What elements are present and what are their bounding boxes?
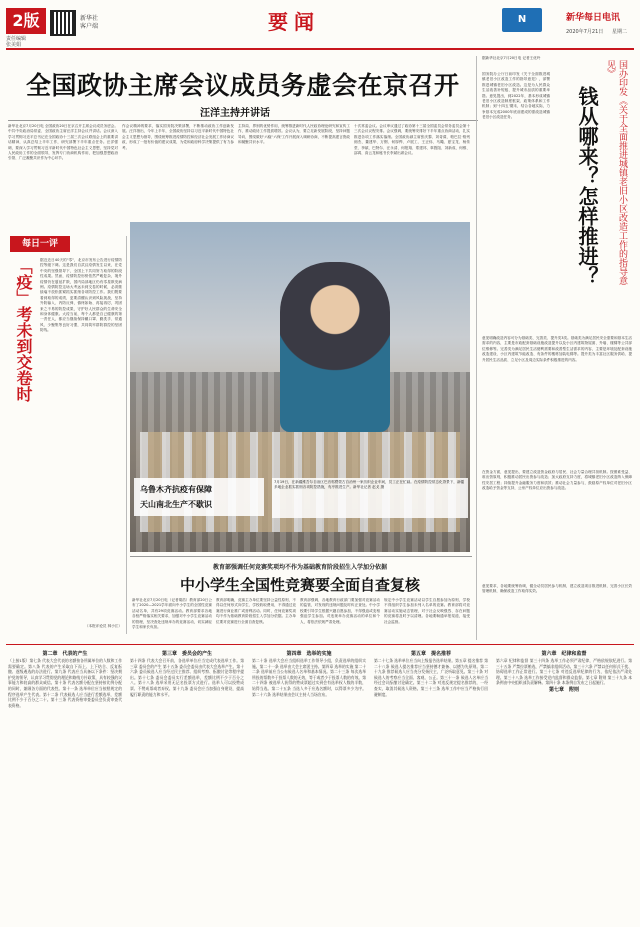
photo-caption: 7月19日，在新疆维吾尔自治区巴音郭楞蒙古自治州一家纺织企业车间，员工正在忙碌。在疫情防控常态化背景下，新疆多地企业抓实抓细各项防控措施，有序推进生产。新华社记者 赵戈 摄: [272, 478, 468, 518]
education-body-col1: 新华社北京7月20日电（记者胡浩）教育部20日公布了2020—2021学年面向中小学生的全国性竞赛活动名单，共有29项竞赛活动。教育部要求各地各校严格落实相关要求，加强对中小学生竞赛活动的管理，坚决查处违规举办的竞赛活动，切实减轻学生和家长负担。: [132, 598, 212, 630]
paper-name: 新华每日电讯: [566, 13, 621, 23]
page-number-badge: 2版: [6, 8, 46, 34]
regulation-col3: [252, 650, 366, 922]
education-kicker: 教育部强调任何竞赛奖项均不作为基础教育阶段招生入学加分依据: [212, 564, 387, 571]
commentary-divider: [126, 236, 127, 634]
regulation-col2-text: 第十四条 代表大会召开前，各选举单位应当完成代表选举工作。第三章 委员会的产生 第十五条 委员会委员由代表大会选举产生。第十六条 委员候选人应当经过民主推荐、组织考察、酝酿讨论等程序提出。第十七条 委员会委员实行差额选举，差额比例不少于百分之八。第十八条 选举采用无记名投票方式进行。选举人可以投赞成票、不赞成票或者弃权。第十九条 委员会应当加强自身建设，提高履行职责的能力和水平。: [130, 658, 244, 697]
qr-code-icon: [50, 10, 76, 36]
sidebar-divider: [476, 56, 477, 640]
commentary-badge: 每日一评: [10, 236, 70, 252]
regulation-col3-text: 第二十条 选举大会应当组织选举工作领导小组，负责选举的组织实施。第二十一条 选举由大会主席团主持。第四章 选举的实施 第二十二条 选举前应当公布候选人名单和基本情况。第二十三条 每次选举所投的票数多于投票人数的无效，等于或者少于投票人数的有效。第二十四条 被选举人获得的赞成票超过实到会有选举权人数的半数，始得当选。第二十五条 当选人多于应选名额时，以得票多少为序。第二十六条 选举结果由会议主持人当场宣布。: [252, 658, 366, 697]
issue-weekday: 星期二: [612, 29, 628, 35]
sidebar-headline: 钱从哪来？怎样推进？: [575, 86, 599, 286]
commentary-title: 「疫」考未到交卷时: [14, 258, 33, 402]
lead-body-col1: 新华社北京7月20日电 全国政协20日在京召开主席会议成员务虚会。中共中央政治局常委、全国政协主席汪洋主持会议并讲话。会议深入学习贯彻习近平总书记在全国政协十三届三次会议联组会上的重要讲话精神，认真总结上半年工作，研究部署下半年重点任务。汪洋强调，要深入学习贯彻习近平新时代中国特色社会主义思想，坚持党对人民政协工作的全面领导，发挥专门协商机构作用，把加强思想政治引领、广泛凝聚共识作为中心环节。: [8, 124, 118, 161]
app-subname: 客户端: [80, 23, 99, 30]
regulation-col1-text: （上接1版）第七条 代表大会代表的名额按各所属单位的人数和工作需要确定。第八条 代表的产生采取自下而上、上下结合、反复酝酿、逐级遴选的办法进行。第九条 代表应当具备以下条件：坚决拥护党的领导，认真学习贯彻党的理论和路线方针政策，具有较强的议事能力和较高的群众威信。第十条 代表名额分配在坚持按比例分配的同时，兼顾各方面的代表性。第十一条 选举单位应当按照规定的程序选举产生代表。第十二条 代表候选人应当进行差额选举，差额比例不少于百分之二十。第十三条 代表资格审查委员会负责审查代表资格。: [8, 658, 122, 708]
education-headline: 中小学生全国性竞赛要全面自查复核: [179, 576, 420, 594]
education-body-col4: 规定中小学生竞赛活动以学生自愿参加为原则，学校不得组织学生参加未列入名单的竞赛。教育部将对竞赛活动实施动态管理，对于社会反映强烈、存在问题的竞赛将及时予以清理。各地要畅通举报渠道，接受社会监督。: [384, 598, 470, 624]
masthead-rule: [6, 48, 634, 50]
photo-label-line2: 天山南北生产不歇识: [140, 500, 212, 509]
photo-worker: [280, 262, 390, 432]
chapter5-heading: 第五章 提名推荐: [410, 651, 451, 657]
regulation-col5: [496, 650, 632, 922]
photo-label-line1: 乌鲁木齐抗疫有保障: [140, 485, 212, 494]
lead-subhead: 汪洋主持并讲话: [200, 108, 270, 119]
bottom-section-rule: [6, 644, 634, 645]
chapter3-heading: 第三章 委员会的产生: [161, 651, 212, 657]
lead-body-col4: 十次常委会议。会议审议通过了政协第十三届全国委员会常务委员会第十三次会议议程安排。会议强调，要统筹安排好下半年重点协商活动，扎实推进各项工作落实落细。全国政协副主席张庆黎、刘奇葆、帕巴拉·格列朗杰、董建华、万钢、何厚铧、卢展工、王正伟、马飚、夏宝龙、杨传堂、李斌、巴特尔、汪永清、何报翔、郑建邦、辜胜阻、刘新成、何维、邵鸿、高云龙和秘书长李斌出席会议。: [354, 124, 470, 156]
regulation-col4-text: 第二十七条 选举单位应当向上级报告选举结果。第五章 提名推荐 第二十八条 候选人提名推荐应当坚持德才兼备、以德为先原则。第二十九条 推荐候选人应当充分发扬民主，广泛听取意见。第三十条 对候选人的考察应当全面、客观、公正。第三十一条 候选人名单应当经过会议酝酿讨论确定。第三十二条 对违反规定提名推荐的，一经查实，取消其候选人资格。第三十三条 选举工作中应当严格执行回避制度。: [374, 658, 488, 697]
regulation-col2: [130, 650, 244, 922]
sidebar-vertical-deck: 国办印发《关于全面推进城镇老旧小区改造工作的指导意见》: [605, 60, 627, 285]
paper-logo-icon: N: [502, 8, 542, 32]
regulation-col4: [374, 650, 488, 922]
sidebar-body-2: 意见明确改造内容可分为基础类、完善类、提升类3类。基础类为满足居民安全需要和基本生活需求的内容，主要是市政配套基础设施改造提升以及小区内建筑物屋面、外墙、楼梯等公共部位维修等。完善类为满足居民生活便利需要和改善型生活需求的内容，主要是环境及配套设施改造建设、小区内建筑节能改造、有条件的楼栋加装电梯等。提升类为丰富社区服务供给、提升居民生活品质、立足小区及周边实际条件积极推进的内容。: [482, 336, 632, 362]
education-body-col3: 教育部强调，各地教育行政部门要加强对竞赛活动的监管，对发现的违规问题及时纠正查处。中小学校要引导学生根据兴趣自愿参加，不得强迫或变相强迫学生参加。对违规举办竞赛活动的单位和个人，将依法依规严肃处理。: [300, 598, 380, 624]
sidebar-body-1: 国务院办公厅日前印发《关于全面推进城镇老旧小区改造工作的指导意见》，部署推进城镇老旧小区改造。这是为人民群众生活改善补短板、提升城市品质的重要举措。意见提出，到2022年，基本形成城镇老旧小区改造制度框架、政策体系和工作机制；到'十四五'期末，结合各地实际，力争基本完成2000年底前建成的需改造城镇老旧小区改造任务。: [482, 72, 550, 120]
section-title: 要闻: [268, 10, 320, 34]
commentary-author: （本报评论员 林小江）: [84, 624, 122, 628]
lead-body-col2: 作会议精神的要求，落实国务院决策部署，不断推动政协工作创新发展。汪洋指出，今年上半年，全国政协坚持以习近平新时代中国特色社会主义思想为指导，围绕统筹推进疫情防控和经济社会发展工作协商议政，形成了一批有价值的建议成果，为党和政府科学决策提供了有力参考。: [122, 124, 234, 150]
commentary-body: 据近近日40天的"零"，北京市发布公告进行疫情防控等级下调。这是我们自武汉疫情发生以来，在党中央的坚强领导下，全国上下共同努力取得的阶段性成果。然而，疫情防控形势依然严峻复杂，境外疫情仍在蔓延扩散，国内局部地区仍有零星散发病例。疫情防控这场大考远未到交卷的时候，必须继续毫不放松抓紧抓实抓细各项防控工作。我们既要看到取得的成绩，更要清醒认识到风险挑战，坚持外防输入、内防反弹，慎终如始、再接再厉，巩固来之不易的防控成果，守护好人民群众的生命安全和身体健康。大疫当前，每个人都是自己健康的第一责任人，都应当继续保持戴口罩、勤洗手、常通风、少聚集等良好习惯，共同筑牢群防群控的坚固防线。: [40, 258, 122, 333]
issue-date: 2020年7月21日: [566, 29, 604, 35]
editor-name: 张美娟: [6, 42, 22, 48]
chapter2-heading: 第二章 代表的产生: [42, 651, 88, 657]
lead-body-col3: 主持局、界别的优势作用，统筹推进新时代人民政协理论研究和宣传工作，推动政协工作提质增效。会议认为，要立足新发展阶段，坚持问题导向，围绕做好'六稳''六保'工作开展深入调研协商，不断提高建言资政和凝聚共识水平。: [238, 124, 350, 145]
chapter6-heading: 第六章 纪律和监督: [541, 651, 587, 657]
sidebar-body-3: 在资金方面，意见提出，要建立改造资金政府与居民、社会力量合理共担机制。按照谁受益、谁出资原则，积极推动居民出资参与改造；加大政府支持力度，将城镇老旧小区改造纳入保障性安居工程；持续提升金融服务力度和质效；推动社会力量参与，鼓励原产权单位对老旧小区改造给予资金等支持，公房产权单位应出资参与改造。: [482, 470, 632, 491]
regulation-col1: [8, 650, 122, 922]
chapter7-heading: 第七章 附则: [548, 686, 579, 693]
regulation-col5-text: 第六章 纪律和监督 第三十四条 选举工作必须严肃纪律，严格依规依纪进行。第三十五条 严禁拉票贿选，严禁搞非组织活动。第三十六条 严禁以任何形式干扰、妨碍选举工作正常进行。第三十七条 对违反选举纪律的行为，依纪依法严肃处理。第三十八条 选举工作接受党内监督和群众监督。第七章 附则 第三十九条 本条例由中央组织部负责解释。第四十条 本条例自发布之日起施行。: [496, 658, 632, 686]
app-name: 新华社: [80, 15, 99, 22]
lead-rule: [8, 120, 478, 121]
lead-headline: 全国政协主席会议成员务虚会在京召开: [26, 71, 460, 100]
sidebar-body-4: 意见要求，各地要统筹协调，健全动员居民参与机制，建立改造项目推进机制，完善小区长效管理机制，确保改造工作取得实效。: [482, 584, 632, 594]
education-top-rule: [130, 556, 472, 557]
chapter4-heading: 第四章 选举的实施: [286, 651, 332, 657]
education-body-col2: 教育部明确，竞赛主办单位要坚持公益性原则，不得以任何形式向学生、学校收取费用，不得通过竞赛进行商业推广或营利活动。同时，任何竞赛奖项均不作为基础教育阶段招生入学加分依据。主办单位要对竞赛进行全面自查复核。: [216, 598, 296, 624]
editor-label: 责任编辑: [6, 36, 27, 42]
sidebar-dateline: 据新华社北京7月20日电 记者王优玲: [482, 56, 541, 60]
